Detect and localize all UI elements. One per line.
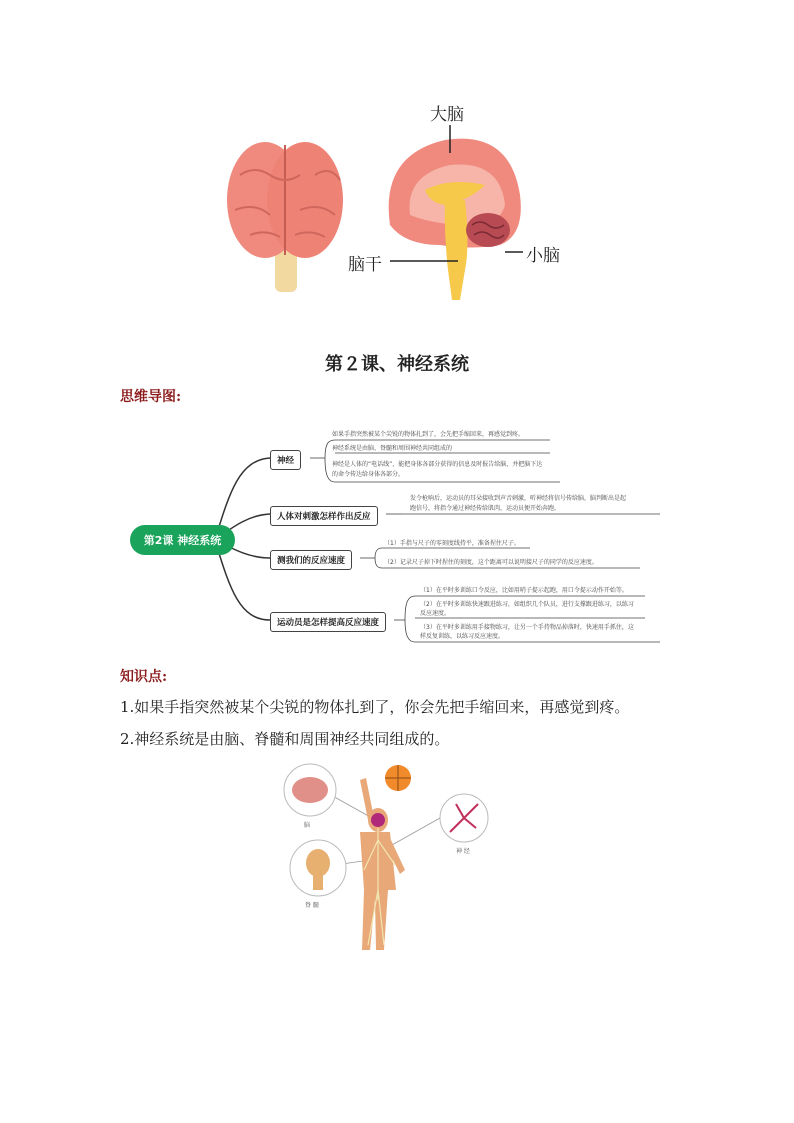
mindmap-leaf: 神经系统是由脑、脊髓和周围神经共同组成的	[332, 445, 453, 452]
brain-illustration	[220, 95, 590, 310]
brain-figure	[220, 95, 590, 310]
body-illustration	[280, 760, 500, 960]
brain-inset	[284, 764, 336, 816]
label-cerebellum: 小脑	[526, 246, 560, 266]
mindmap-heading: 思维导图:	[120, 389, 182, 405]
brain-side-view	[389, 125, 523, 300]
mindmap-leaf: 跑信号，将指令通过神经传给肌肉，运动员便开始奔跑。	[410, 505, 561, 512]
mindmap-leaf: （3）在平时多训练用手接物练习，让另一个手持物品掉落时，快速用手抓住，这	[420, 624, 634, 631]
mindmap-leaf: 发令枪响后，运动员的耳朵接收到声音刺激，听神经将信号传给脑，脑判断出是起	[410, 495, 627, 502]
label-cerebrum: 大脑	[430, 105, 464, 125]
mindmap-leaf: （1）在平时多训练口令反应，比如用哨子提示起跑，用口令提示动作开始等。	[420, 587, 628, 594]
mindmap-branch-athletes: 运动员是怎样提高反应速度	[270, 612, 386, 632]
caption-spinal-cord: 脊 髓	[305, 902, 319, 909]
knowledge-point-2: 2.神经系统是由脑、脊髓和周围神经共同组成的。	[120, 730, 450, 748]
caption-nerve: 神 经	[456, 848, 470, 855]
caption-brain: 脑	[304, 822, 311, 829]
nerve-inset	[440, 794, 488, 842]
mindmap-central-node: 第2课 神经系统	[130, 525, 235, 555]
brain-front-view	[227, 142, 343, 292]
mindmap-leaf: 样反复训练，以练习反应速度。	[420, 633, 505, 640]
mindmap-leaf: （1）手指与尺子的零刻度线持平，准备捏住尺子。	[384, 540, 520, 547]
nervous-system-figure	[280, 760, 500, 960]
mindmap-leaf: 反应速度。	[420, 610, 451, 617]
mindmap-branch-stimulus-response: 人体对刺激怎样作出反应	[270, 506, 378, 526]
label-brainstem: 脑干	[348, 255, 382, 275]
mindmap-leaf: （2）在平时多训练快速跟进练习，如组织几个队员，进行支撑跟进练习，以练习	[420, 601, 634, 608]
knowledge-heading: 知识点:	[120, 669, 168, 685]
spinal-cord-inset	[290, 840, 346, 896]
mind-map	[120, 420, 680, 650]
mindmap-leaf: 的命令传达给身体各部分。	[332, 471, 405, 478]
knowledge-point-1: 1.如果手指突然被某个尖锐的物体扎到了，你会先把手缩回来，再感觉到疼。	[120, 698, 630, 716]
page-title: 第２课、神经系统	[325, 354, 469, 375]
mindmap-branch-reaction-speed: 测我们的反应速度	[270, 550, 352, 570]
mindmap-leaf: 如果手指突然被某个尖锐的物体扎到了，会先把手缩回来，再感觉到疼。	[332, 431, 525, 438]
mindmap-branch-nerve: 神经	[270, 450, 301, 470]
mindmap-leaf: （2）记录尺子掉下时捏住的刻度，这个距离可以说明接尺子的同学的反应速度。	[384, 559, 598, 566]
mindmap-leaf: 神经是人体的“电话线”，能把身体各部分获得的信息及时报告给脑，并把脑下达	[332, 461, 543, 468]
